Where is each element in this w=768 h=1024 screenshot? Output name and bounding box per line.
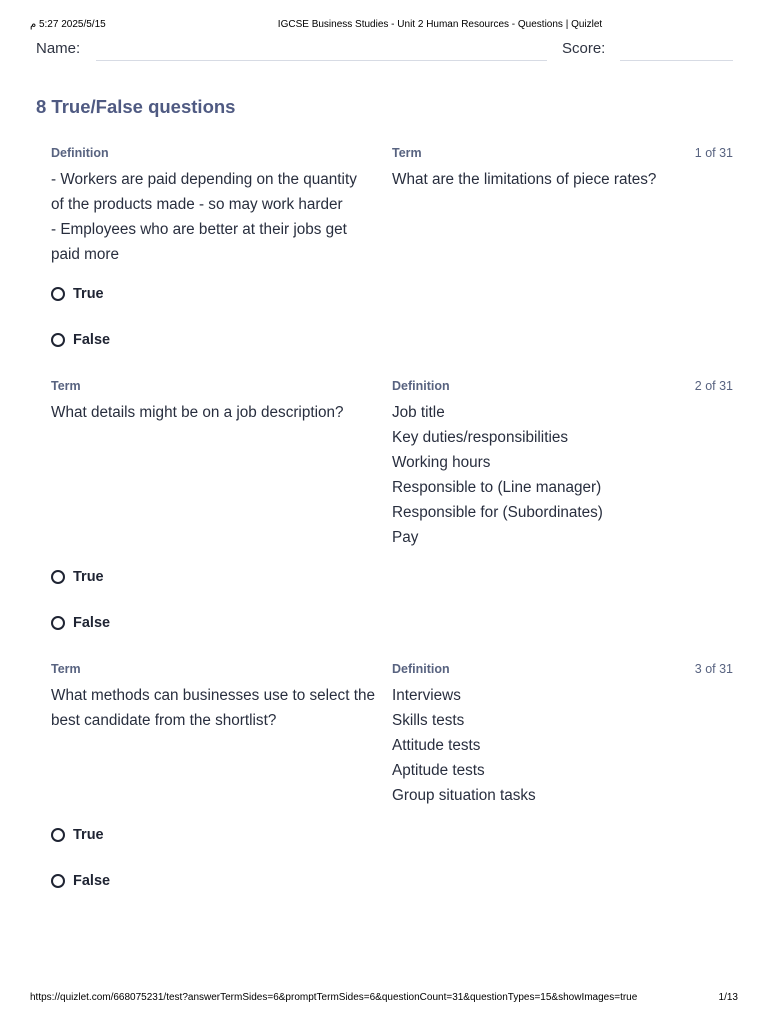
answer-side-label: Term [392,146,422,160]
answer-line: Responsible for (Subordinates) [392,503,603,521]
true-radio-button[interactable] [51,828,65,842]
answer-options [51,282,733,353]
question-counter: 2 of 31 [694,379,733,393]
question-body [51,400,733,550]
prompt-line: best candidate from the shortlist? [51,711,277,729]
score-label: Score: [562,40,606,57]
answer-side-label: Definition [392,662,450,676]
false-option-label: False [73,873,111,889]
print-page-title: IGCSE Business Studies - Unit 2 Human Resources - Questions | Quizlet [277,19,603,30]
answer-line: What are the limitations of piece rates? [392,170,657,188]
question-header [51,661,733,677]
score-field[interactable] [620,60,733,61]
prompt-line: - Workers are paid depending on the quantity [51,170,357,188]
question-header [51,378,733,394]
prompt-side-label: Definition [51,146,109,160]
true-radio-button[interactable] [51,570,65,584]
prompt-text [51,400,392,550]
prompt-side-label: Term [51,662,81,676]
true-option-label: True [73,826,104,843]
answer-line: Skills tests [392,711,465,729]
question-counter: 3 of 31 [694,662,733,676]
prompt-line: of the products made - so may work harder [51,195,343,213]
question-card [51,145,733,352]
false-radio-button[interactable] [51,333,65,347]
question-counter: 1 of 31 [694,146,733,160]
question-body [51,683,733,808]
true-option[interactable] [51,282,733,306]
question-body [51,167,733,267]
false-option[interactable] [51,611,733,635]
answer-line: Responsible to (Line manager) [392,478,602,496]
false-radio-button[interactable] [51,616,65,630]
answer-options [51,565,733,636]
prompt-line: What methods can businesses use to select the [51,686,375,704]
question-header [51,145,733,161]
prompt-line: paid more [51,245,120,263]
prompt-text [51,167,392,267]
answer-line: Attitude tests [392,736,481,754]
answer-text [392,683,733,808]
prompt-line: - Employees who are better at their jobs get [51,220,347,238]
answer-text [392,167,733,267]
answer-line: Pay [392,528,419,546]
false-option[interactable] [51,328,733,352]
question-card [51,378,733,635]
true-option-label: True [73,568,104,585]
answer-text [392,400,733,550]
answer-line: Interviews [392,686,461,704]
false-option-label: False [73,615,111,631]
false-option[interactable] [51,869,733,893]
question-card [51,661,733,893]
answer-line: Job title [392,403,445,421]
true-radio-button[interactable] [51,287,65,301]
answer-line: Key duties/responsibilities [392,428,569,446]
true-option-label: True [73,285,104,302]
prompt-line: What details might be on a job description? [51,403,344,421]
print-datetime: م 5:27 2025/5/15 [30,19,106,30]
answer-options [51,823,733,894]
answer-side-label: Definition [392,379,450,393]
false-option-label: False [73,332,111,348]
true-option[interactable] [51,823,733,847]
true-option[interactable] [51,565,733,589]
prompt-text [51,683,392,808]
answer-line: Group situation tasks [392,786,536,804]
print-page-number: 1/13 [718,992,738,1003]
name-label: Name: [36,40,81,57]
false-radio-button[interactable] [51,874,65,888]
section-title: 8 True/False questions [36,96,236,117]
prompt-side-label: Term [51,379,81,393]
answer-line: Aptitude tests [392,761,485,779]
name-field[interactable] [96,60,547,61]
print-page-url: https://quizlet.com/668075231/test?answerTermSides=6&promptTermSides=6&questionCount=31&questionTypes=15&showImages=true [30,992,638,1003]
answer-line: Working hours [392,453,491,471]
